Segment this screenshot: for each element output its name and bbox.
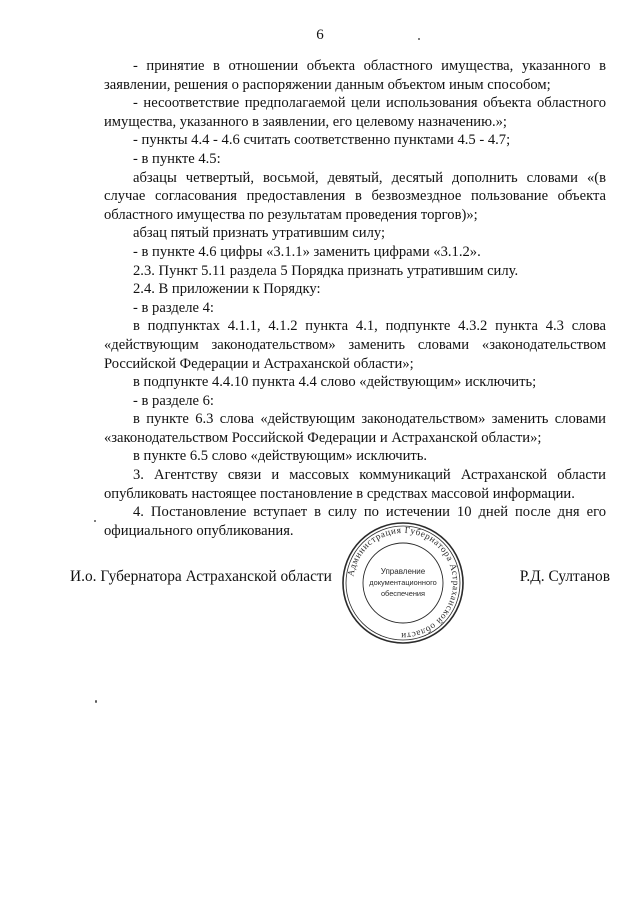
paragraph: 2.3. Пункт 5.11 раздела 5 Порядка признать утратившим силу. [133, 262, 519, 279]
official-seal [340, 520, 466, 646]
paragraph: - в пункте 4.5: [133, 150, 221, 167]
paragraph: в пункте 6.5 слово «действующим» исключить. [133, 448, 428, 465]
paragraph: в пункте 6.3 слова «действующим законодательством» заменить словами «законодательством Российской Федерации и Астраханской области»; [104, 411, 606, 446]
paragraph: в подпункте 4.4.10 пункта 4.4 слово «действующим» исключить; [133, 374, 537, 391]
paragraph: - пункты 4.4 - 4.6 считать соответственно пунктами 4.5 - 4.7; [133, 132, 511, 149]
paragraph: абзацы четвертый, восьмой, девятый, десятый дополнить словами «(в случае согласования предоставления в безвозмездное пользование объекта областного имущества по результатам проведения торгов)»; [104, 169, 606, 223]
seal-center-line-2: документационного [369, 578, 437, 587]
scan-speck [94, 520, 96, 522]
paragraph: - в пункте 4.6 цифры «3.1.1» заменить цифрами «3.1.2». [133, 243, 481, 260]
scan-speck [418, 38, 420, 40]
paragraph: - в разделе 4: [133, 299, 214, 316]
paragraph: - принятие в отношении объекта областного имущества, указанного в заявлении, решения о распоряжении данным объектом иным способом; [104, 58, 606, 93]
scan-speck [95, 700, 97, 703]
page-number: 6 [316, 27, 324, 43]
signatory-title: И.о. Губернатора Астраханской области [70, 568, 332, 585]
paragraph: 3. Агентству связи и массовых коммуникаций Астраханской области опубликовать настоящее постановление в средствах массовой информации. [104, 467, 606, 502]
paragraph: - несоответствие предполагаемой цели использования объекта областного имущества, указанного в заявлении, его целевому назначению.»; [104, 95, 606, 130]
paragraph: 2.4. В приложении к Порядку: [133, 281, 321, 298]
paragraph: 4. Постановление вступает в силу по истечении 10 дней после дня его официального опубликования. [104, 504, 606, 539]
paragraph: абзац пятый признать утратившим силу; [133, 225, 386, 242]
paragraph: - в разделе 6: [133, 392, 214, 409]
document-body [104, 57, 606, 540]
seal-center-line-1: Управление [380, 567, 426, 576]
seal-outer-text: Администрация Губернатора Астраханской области [345, 524, 462, 642]
seal-center-line-3: обеспечения [380, 589, 426, 598]
signatory-name: Р.Д. Султанов [519, 568, 610, 585]
paragraph: в подпунктах 4.1.1, 4.1.2 пункта 4.1, подпункте 4.3.2 пункта 4.3 слова «действующим законодательством» заменить словами «законодательством Российской Федерации и Астраханской области»; [104, 318, 606, 372]
